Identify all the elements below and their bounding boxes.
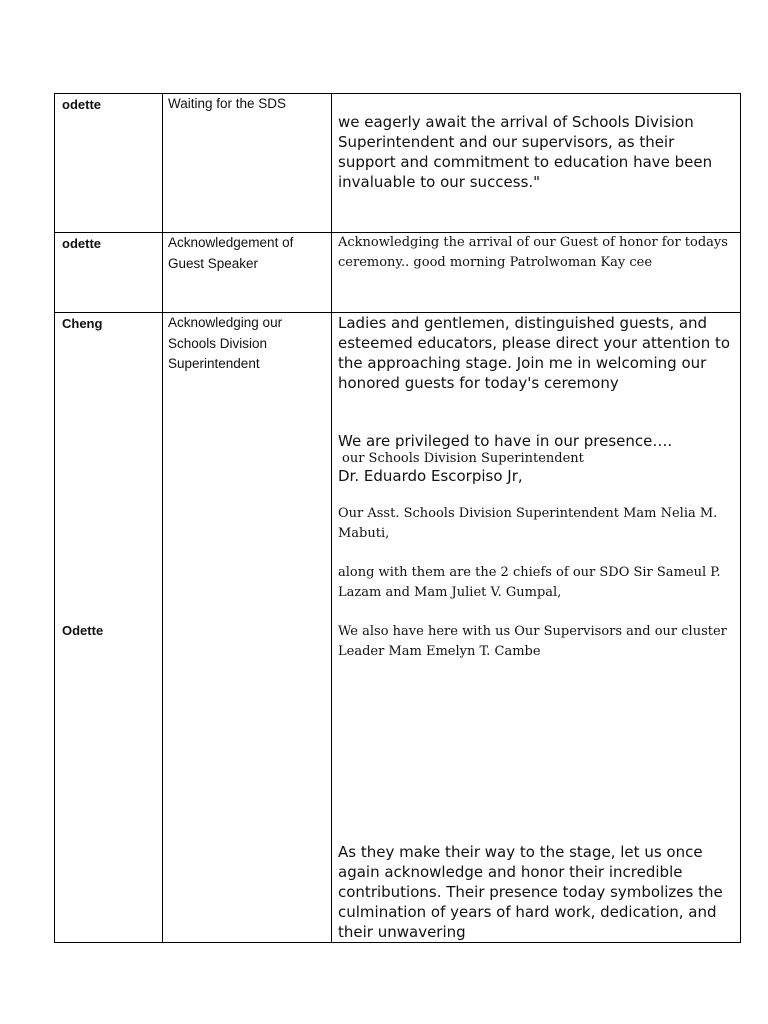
script-cell	[332, 313, 741, 943]
speaker-name: Cheng	[62, 316, 103, 331]
script-paragraph: along with them are the 2 chiefs of our SDO Sir Sameul P. Lazam and Mam Juliet V. Gumpal,	[338, 565, 721, 600]
speaker-cell	[55, 313, 163, 943]
speaker-name: odette	[62, 236, 101, 251]
script-cell	[332, 94, 741, 233]
script-paragraph: our Schools Division Superintendent	[342, 451, 584, 466]
script-paragraph: We also have here with us Our Supervisors and our cluster Leader Mam Emelyn T. Cambe	[338, 624, 727, 659]
script-cell	[332, 233, 741, 313]
script-paragraph: Dr. Eduardo Escorpiso Jr,	[338, 467, 523, 485]
table-row	[55, 94, 741, 233]
script-paragraph: As they make their way to the stage, let us once again acknowledge and honor their incredible contributions. Their presence today symbolizes the culmination of years of hard work, dedication, and their unwavering	[338, 843, 723, 941]
speaker-name: odette	[62, 97, 101, 112]
table-row	[55, 233, 741, 313]
table-row	[55, 313, 741, 943]
script-paragraph: Ladies and gentlemen, distinguished guests, and esteemed educators, please direct your attention to the approaching stage. Join me in welcoming our honored guests for today's ceremony	[338, 314, 731, 392]
segment-cell	[163, 313, 332, 943]
segment-title: Acknowledging our Schools Division Superintendent	[168, 315, 283, 371]
segment-cell	[163, 94, 332, 233]
segment-title: Acknowledgement of Guest Speaker	[168, 235, 294, 271]
segment-title: Waiting for the SDS	[168, 96, 287, 111]
script-paragraph: we eagerly await the arrival of Schools Division Superintendent and our supervisors, as their support and commitment to education have been invaluable to our success."	[338, 113, 713, 191]
segment-cell	[163, 233, 332, 313]
speaker-cell	[55, 94, 163, 233]
script-paragraph: Acknowledging the arrival of our Guest of honor for todays ceremony.. good morning Patrolwoman Kay cee	[338, 235, 728, 270]
script-paragraph: We are privileged to have in our presence….	[338, 432, 673, 450]
speaker-cell	[55, 233, 163, 313]
speaker-name: Odette	[62, 623, 104, 638]
program-script-table	[54, 93, 741, 943]
script-paragraph: Our Asst. Schools Division Superintendent Mam Nelia M. Mabuti,	[338, 506, 718, 541]
